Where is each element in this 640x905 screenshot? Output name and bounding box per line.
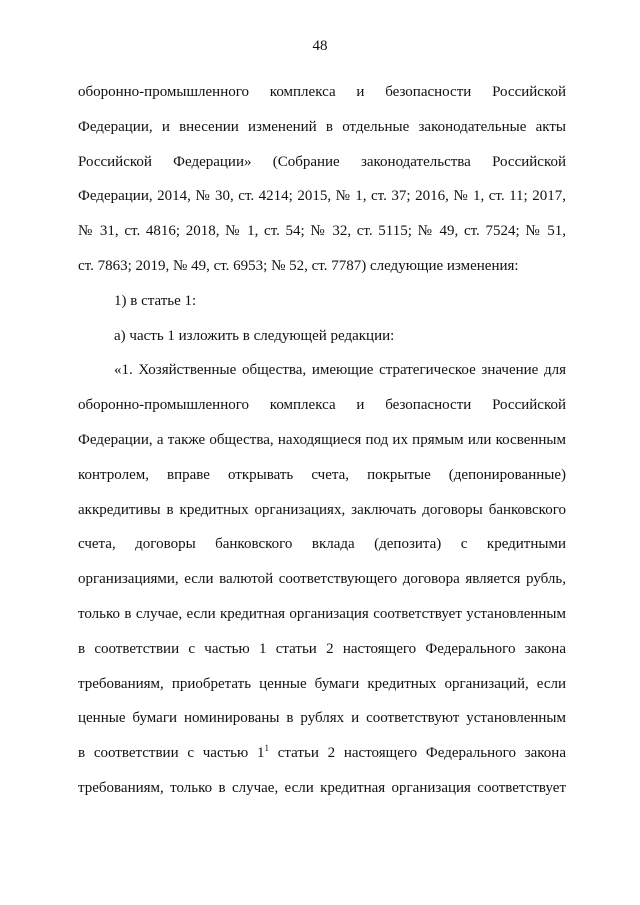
text-line: контролем, вправе открывать счета, покрытые (депонированные): [78, 466, 566, 483]
page-number: 48: [312, 38, 328, 54]
text-line: Федерации, и внесении изменений в отдельные законодательные акты: [78, 118, 566, 135]
text-line: требованиям, только в случае, если кредитная организация соответствует: [78, 779, 566, 796]
text-line: № 31, ст. 4816; 2018, № 1, ст. 54; № 32, ст. 5115; № 49, ст. 7524; № 51,: [78, 223, 566, 240]
superscript: 1: [264, 743, 269, 754]
text-line: а) часть 1 изложить в следующей редакции:: [114, 327, 395, 344]
text-line-with-superscript: [78, 736, 566, 771]
text-line: Российской Федерации» (Собрание законодательства Российской: [78, 153, 566, 170]
text-line: только в случае, если кредитная организация соответствует установленным: [78, 605, 566, 622]
text-line: Федерации, 2014, № 30, ст. 4214; 2015, № 1, ст. 37; 2016, № 1, ст. 11; 2017,: [78, 188, 566, 205]
text-line: аккредитивы в кредитных организациях, заключать договоры банковского: [78, 501, 566, 518]
text-line: ценные бумаги номинированы в рублях и соответствуют установленным: [78, 710, 566, 727]
text-line: оборонно-промышленного комплекса и безопасности Российской: [78, 84, 566, 100]
document-body: [78, 75, 566, 806]
text-line: «1. Хозяйственные общества, имеющие стратегическое значение для: [114, 362, 566, 379]
text-line: счета, договоры банковского вклада (депозита) с кредитными: [78, 536, 566, 553]
text-segment: в соответствии с частью 1: [78, 745, 265, 762]
text-line: организациями, если валютой соответствующего договора является рубль,: [78, 571, 566, 588]
text-line: 1) в статье 1:: [114, 292, 197, 309]
text-line: требованиям, приобретать ценные бумаги кредитных организаций, если: [78, 675, 566, 692]
text-line: оборонно-промышленного комплекса и безопасности Российской: [78, 397, 566, 414]
text-line: в соответствии с частью 1 статьи 2 настоящего Федерального закона: [78, 640, 566, 657]
text-line: ст. 7863; 2019, № 49, ст. 6953; № 52, ст. 7787) следующие изменения:: [78, 257, 519, 274]
text-line: Федерации, а также общества, находящиеся под их прямым или косвенным: [78, 431, 566, 448]
text-segment: статьи 2 настоящего Федерального закона: [269, 745, 566, 762]
